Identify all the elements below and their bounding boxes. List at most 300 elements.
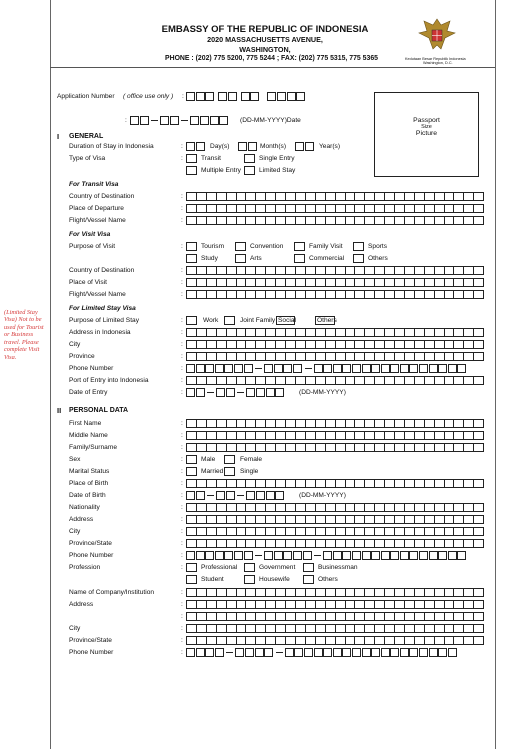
letter-cell[interactable] [336, 540, 346, 547]
letter-cell[interactable] [266, 267, 276, 274]
birth-date-field[interactable] [186, 491, 285, 500]
letter-cell[interactable] [187, 217, 197, 224]
letter-cell[interactable] [435, 540, 445, 547]
transit-flight-field[interactable] [186, 216, 484, 225]
letter-cell[interactable] [425, 601, 435, 608]
letter-cell[interactable] [435, 528, 445, 535]
letter-cell[interactable] [336, 341, 346, 348]
province-field[interactable] [186, 539, 484, 548]
letter-cell[interactable] [266, 637, 276, 644]
company-phone-field[interactable] [186, 648, 457, 657]
letter-cell[interactable] [237, 444, 247, 451]
letter-cell[interactable] [425, 267, 435, 274]
letter-cell[interactable] [326, 341, 336, 348]
letter-cell[interactable] [256, 193, 266, 200]
letter-cell[interactable] [415, 637, 425, 644]
transit-country-field[interactable] [186, 192, 484, 201]
letter-cell[interactable] [217, 444, 227, 451]
letter-cell[interactable] [454, 205, 464, 212]
letter-cell[interactable] [425, 329, 435, 336]
letter-cell[interactable] [256, 217, 266, 224]
letter-cell[interactable] [276, 601, 286, 608]
joint-family-checkbox[interactable] [224, 316, 235, 325]
letter-cell[interactable] [445, 516, 455, 523]
letter-cell[interactable] [306, 528, 316, 535]
letter-cell[interactable] [445, 279, 455, 286]
address-field[interactable] [186, 515, 484, 524]
letter-cell[interactable] [385, 267, 395, 274]
letter-cell[interactable] [425, 377, 435, 384]
letter-cell[interactable] [425, 193, 435, 200]
letter-cell[interactable] [237, 540, 247, 547]
letter-cell[interactable] [464, 589, 474, 596]
letter-cell[interactable] [435, 329, 445, 336]
letter-cell[interactable] [286, 353, 296, 360]
letter-cell[interactable] [296, 540, 306, 547]
letter-cell[interactable] [474, 329, 483, 336]
letter-cell[interactable] [464, 341, 474, 348]
letter-cell[interactable] [197, 625, 207, 632]
letter-cell[interactable] [445, 432, 455, 439]
convention-checkbox[interactable] [235, 242, 246, 251]
letter-cell[interactable] [365, 444, 375, 451]
letter-cell[interactable] [266, 589, 276, 596]
letter-cell[interactable] [316, 267, 326, 274]
letter-cell[interactable] [385, 329, 395, 336]
letter-cell[interactable] [405, 291, 415, 298]
letter-cell[interactable] [326, 589, 336, 596]
letter-cell[interactable] [316, 291, 326, 298]
letter-cell[interactable] [246, 377, 256, 384]
letter-cell[interactable] [464, 329, 474, 336]
letter-cell[interactable] [197, 205, 207, 212]
letter-cell[interactable] [306, 193, 316, 200]
work-checkbox[interactable] [186, 316, 197, 325]
letter-cell[interactable] [405, 528, 415, 535]
letter-cell[interactable] [217, 377, 227, 384]
letter-cell[interactable] [336, 205, 346, 212]
letter-cell[interactable] [256, 516, 266, 523]
letter-cell[interactable] [306, 341, 316, 348]
letter-cell[interactable] [375, 637, 385, 644]
letter-cell[interactable] [227, 613, 237, 620]
letter-cell[interactable] [464, 420, 474, 427]
letter-cell[interactable] [435, 217, 445, 224]
letter-cell[interactable] [375, 528, 385, 535]
letter-cell[interactable] [355, 217, 365, 224]
letter-cell[interactable] [445, 480, 455, 487]
letter-cell[interactable] [286, 377, 296, 384]
letter-cell[interactable] [187, 528, 197, 535]
letter-cell[interactable] [296, 291, 306, 298]
letter-cell[interactable] [276, 625, 286, 632]
letter-cell[interactable] [415, 217, 425, 224]
letter-cell[interactable] [326, 193, 336, 200]
letter-cell[interactable] [246, 267, 256, 274]
letter-cell[interactable] [445, 291, 455, 298]
letter-cell[interactable] [375, 291, 385, 298]
letter-cell[interactable] [445, 205, 455, 212]
letter-cell[interactable] [464, 353, 474, 360]
letter-cell[interactable] [306, 377, 316, 384]
letter-cell[interactable] [454, 341, 464, 348]
letter-cell[interactable] [375, 613, 385, 620]
letter-cell[interactable] [445, 444, 455, 451]
letter-cell[interactable] [326, 267, 336, 274]
letter-cell[interactable] [445, 377, 455, 384]
letter-cell[interactable] [346, 613, 356, 620]
letter-cell[interactable] [474, 217, 483, 224]
letter-cell[interactable] [346, 377, 356, 384]
letter-cell[interactable] [405, 480, 415, 487]
letter-cell[interactable] [365, 341, 375, 348]
letter-cell[interactable] [237, 504, 247, 511]
letter-cell[interactable] [445, 637, 455, 644]
letter-cell[interactable] [246, 613, 256, 620]
transit-departure-field[interactable] [186, 204, 484, 213]
limited-address-field[interactable] [186, 328, 484, 337]
letter-cell[interactable] [227, 528, 237, 535]
commercial-checkbox[interactable] [294, 254, 305, 263]
duration-years-boxes[interactable] [295, 142, 314, 151]
letter-cell[interactable] [405, 613, 415, 620]
letter-cell[interactable] [365, 480, 375, 487]
letter-cell[interactable] [326, 516, 336, 523]
letter-cell[interactable] [276, 432, 286, 439]
letter-cell[interactable] [266, 480, 276, 487]
letter-cell[interactable] [474, 341, 483, 348]
letter-cell[interactable] [395, 540, 405, 547]
letter-cell[interactable] [415, 528, 425, 535]
letter-cell[interactable] [306, 504, 316, 511]
letter-cell[interactable] [346, 329, 356, 336]
letter-cell[interactable] [256, 291, 266, 298]
letter-cell[interactable] [415, 504, 425, 511]
letter-cell[interactable] [227, 637, 237, 644]
letter-cell[interactable] [326, 279, 336, 286]
letter-cell[interactable] [346, 420, 356, 427]
letter-cell[interactable] [227, 341, 237, 348]
letter-cell[interactable] [296, 516, 306, 523]
letter-cell[interactable] [355, 601, 365, 608]
letter-cell[interactable] [246, 516, 256, 523]
letter-cell[interactable] [336, 444, 346, 451]
letter-cell[interactable] [276, 420, 286, 427]
visit-country-field[interactable] [186, 266, 484, 275]
letter-cell[interactable] [435, 480, 445, 487]
letter-cell[interactable] [256, 528, 266, 535]
letter-cell[interactable] [355, 205, 365, 212]
letter-cell[interactable] [385, 528, 395, 535]
letter-cell[interactable] [266, 291, 276, 298]
letter-cell[interactable] [246, 193, 256, 200]
letter-cell[interactable] [326, 613, 336, 620]
letter-cell[interactable] [435, 432, 445, 439]
letter-cell[interactable] [346, 504, 356, 511]
letter-cell[interactable] [375, 444, 385, 451]
multiple-entry-checkbox[interactable] [186, 166, 197, 175]
letter-cell[interactable] [276, 279, 286, 286]
letter-cell[interactable] [217, 267, 227, 274]
letter-cell[interactable] [385, 516, 395, 523]
city-field[interactable] [186, 527, 484, 536]
company-address-field-2[interactable] [186, 612, 484, 621]
letter-cell[interactable] [276, 516, 286, 523]
letter-cell[interactable] [217, 329, 227, 336]
letter-cell[interactable] [197, 329, 207, 336]
application-date-field[interactable] [130, 116, 229, 125]
letter-cell[interactable] [415, 279, 425, 286]
letter-cell[interactable] [435, 444, 445, 451]
letter-cell[interactable] [395, 353, 405, 360]
letter-cell[interactable] [375, 205, 385, 212]
letter-cell[interactable] [336, 613, 346, 620]
letter-cell[interactable] [454, 193, 464, 200]
letter-cell[interactable] [266, 613, 276, 620]
letter-cell[interactable] [365, 329, 375, 336]
letter-cell[interactable] [217, 540, 227, 547]
letter-cell[interactable] [326, 420, 336, 427]
letter-cell[interactable] [276, 540, 286, 547]
letter-cell[interactable] [326, 432, 336, 439]
letter-cell[interactable] [296, 267, 306, 274]
letter-cell[interactable] [454, 589, 464, 596]
letter-cell[interactable] [187, 625, 197, 632]
letter-cell[interactable] [266, 329, 276, 336]
letter-cell[interactable] [336, 329, 346, 336]
letter-cell[interactable] [237, 217, 247, 224]
letter-cell[interactable] [454, 637, 464, 644]
letter-cell[interactable] [266, 528, 276, 535]
letter-cell[interactable] [316, 637, 326, 644]
letter-cell[interactable] [316, 329, 326, 336]
letter-cell[interactable] [256, 205, 266, 212]
letter-cell[interactable] [276, 480, 286, 487]
letter-cell[interactable] [227, 205, 237, 212]
letter-cell[interactable] [415, 420, 425, 427]
letter-cell[interactable] [435, 193, 445, 200]
letter-cell[interactable] [435, 420, 445, 427]
letter-cell[interactable] [306, 432, 316, 439]
letter-cell[interactable] [395, 377, 405, 384]
letter-cell[interactable] [187, 601, 197, 608]
letter-cell[interactable] [375, 353, 385, 360]
letter-cell[interactable] [405, 205, 415, 212]
application-number-boxes[interactable] [186, 92, 306, 101]
letter-cell[interactable] [445, 625, 455, 632]
letter-cell[interactable] [425, 341, 435, 348]
letter-cell[interactable] [385, 625, 395, 632]
first-name-field[interactable] [186, 419, 484, 428]
letter-cell[interactable] [355, 480, 365, 487]
letter-cell[interactable] [227, 217, 237, 224]
letter-cell[interactable] [385, 540, 395, 547]
arts-checkbox[interactable] [235, 254, 246, 263]
letter-cell[interactable] [197, 637, 207, 644]
letter-cell[interactable] [395, 504, 405, 511]
letter-cell[interactable] [276, 193, 286, 200]
letter-cell[interactable] [425, 528, 435, 535]
letter-cell[interactable] [385, 432, 395, 439]
limited-stay-checkbox[interactable] [244, 166, 255, 175]
letter-cell[interactable] [395, 516, 405, 523]
letter-cell[interactable] [415, 205, 425, 212]
letter-cell[interactable] [286, 432, 296, 439]
letter-cell[interactable] [445, 601, 455, 608]
letter-cell[interactable] [336, 353, 346, 360]
letter-cell[interactable] [395, 420, 405, 427]
letter-cell[interactable] [375, 504, 385, 511]
letter-cell[interactable] [454, 267, 464, 274]
letter-cell[interactable] [266, 279, 276, 286]
letter-cell[interactable] [336, 480, 346, 487]
letter-cell[interactable] [425, 432, 435, 439]
letter-cell[interactable] [375, 377, 385, 384]
letter-cell[interactable] [425, 291, 435, 298]
letter-cell[interactable] [454, 444, 464, 451]
letter-cell[interactable] [227, 279, 237, 286]
letter-cell[interactable] [246, 432, 256, 439]
letter-cell[interactable] [435, 601, 445, 608]
letter-cell[interactable] [435, 291, 445, 298]
letter-cell[interactable] [276, 377, 286, 384]
letter-cell[interactable] [474, 589, 483, 596]
letter-cell[interactable] [405, 279, 415, 286]
letter-cell[interactable] [395, 217, 405, 224]
letter-cell[interactable] [435, 341, 445, 348]
letter-cell[interactable] [197, 279, 207, 286]
letter-cell[interactable] [365, 193, 375, 200]
letter-cell[interactable] [207, 420, 217, 427]
letter-cell[interactable] [256, 267, 266, 274]
letter-cell[interactable] [217, 504, 227, 511]
letter-cell[interactable] [445, 504, 455, 511]
letter-cell[interactable] [385, 353, 395, 360]
letter-cell[interactable] [405, 601, 415, 608]
letter-cell[interactable] [237, 205, 247, 212]
letter-cell[interactable] [445, 353, 455, 360]
letter-cell[interactable] [217, 625, 227, 632]
letter-cell[interactable] [207, 589, 217, 596]
letter-cell[interactable] [217, 528, 227, 535]
letter-cell[interactable] [296, 613, 306, 620]
letter-cell[interactable] [276, 504, 286, 511]
letter-cell[interactable] [316, 205, 326, 212]
letter-cell[interactable] [187, 420, 197, 427]
letter-cell[interactable] [395, 625, 405, 632]
letter-cell[interactable] [197, 528, 207, 535]
letter-cell[interactable] [385, 444, 395, 451]
letter-cell[interactable] [286, 480, 296, 487]
letter-cell[interactable] [286, 217, 296, 224]
letter-cell[interactable] [316, 540, 326, 547]
letter-cell[interactable] [306, 329, 316, 336]
letter-cell[interactable] [355, 540, 365, 547]
letter-cell[interactable] [336, 625, 346, 632]
letter-cell[interactable] [365, 504, 375, 511]
letter-cell[interactable] [286, 267, 296, 274]
letter-cell[interactable] [405, 341, 415, 348]
letter-cell[interactable] [197, 613, 207, 620]
letter-cell[interactable] [405, 377, 415, 384]
letter-cell[interactable] [286, 528, 296, 535]
letter-cell[interactable] [217, 353, 227, 360]
letter-cell[interactable] [316, 480, 326, 487]
letter-cell[interactable] [454, 420, 464, 427]
study-checkbox[interactable] [186, 254, 197, 263]
letter-cell[interactable] [207, 637, 217, 644]
letter-cell[interactable] [326, 291, 336, 298]
letter-cell[interactable] [405, 504, 415, 511]
letter-cell[interactable] [256, 279, 266, 286]
letter-cell[interactable] [256, 589, 266, 596]
letter-cell[interactable] [296, 353, 306, 360]
letter-cell[interactable] [227, 329, 237, 336]
letter-cell[interactable] [207, 444, 217, 451]
limited-port-field[interactable] [186, 376, 484, 385]
letter-cell[interactable] [237, 589, 247, 596]
letter-cell[interactable] [454, 432, 464, 439]
letter-cell[interactable] [266, 341, 276, 348]
letter-cell[interactable] [474, 444, 483, 451]
letter-cell[interactable] [187, 291, 197, 298]
letter-cell[interactable] [296, 193, 306, 200]
letter-cell[interactable] [296, 601, 306, 608]
letter-cell[interactable] [435, 377, 445, 384]
letter-cell[interactable] [187, 279, 197, 286]
letter-cell[interactable] [227, 625, 237, 632]
letter-cell[interactable] [346, 589, 356, 596]
letter-cell[interactable] [474, 540, 483, 547]
letter-cell[interactable] [464, 444, 474, 451]
letter-cell[interactable] [435, 279, 445, 286]
letter-cell[interactable] [296, 341, 306, 348]
letter-cell[interactable] [346, 637, 356, 644]
letter-cell[interactable] [276, 205, 286, 212]
letter-cell[interactable] [405, 625, 415, 632]
letter-cell[interactable] [286, 601, 296, 608]
letter-cell[interactable] [464, 504, 474, 511]
letter-cell[interactable] [187, 589, 197, 596]
letter-cell[interactable] [395, 613, 405, 620]
letter-cell[interactable] [276, 329, 286, 336]
letter-cell[interactable] [355, 432, 365, 439]
letter-cell[interactable] [266, 504, 276, 511]
letter-cell[interactable] [365, 217, 375, 224]
letter-cell[interactable] [365, 420, 375, 427]
letter-cell[interactable] [385, 589, 395, 596]
letter-cell[interactable] [435, 625, 445, 632]
letter-cell[interactable] [246, 341, 256, 348]
company-address-field-1[interactable] [186, 600, 484, 609]
male-checkbox[interactable] [186, 455, 197, 464]
letter-cell[interactable] [237, 329, 247, 336]
letter-cell[interactable] [197, 601, 207, 608]
letter-cell[interactable] [256, 377, 266, 384]
letter-cell[interactable] [474, 279, 483, 286]
letter-cell[interactable] [355, 291, 365, 298]
letter-cell[interactable] [237, 291, 247, 298]
letter-cell[interactable] [445, 193, 455, 200]
letter-cell[interactable] [266, 205, 276, 212]
letter-cell[interactable] [365, 353, 375, 360]
letter-cell[interactable] [415, 432, 425, 439]
letter-cell[interactable] [306, 279, 316, 286]
letter-cell[interactable] [365, 205, 375, 212]
letter-cell[interactable] [187, 444, 197, 451]
limited-city-field[interactable] [186, 340, 484, 349]
birth-place-field[interactable] [186, 479, 484, 488]
